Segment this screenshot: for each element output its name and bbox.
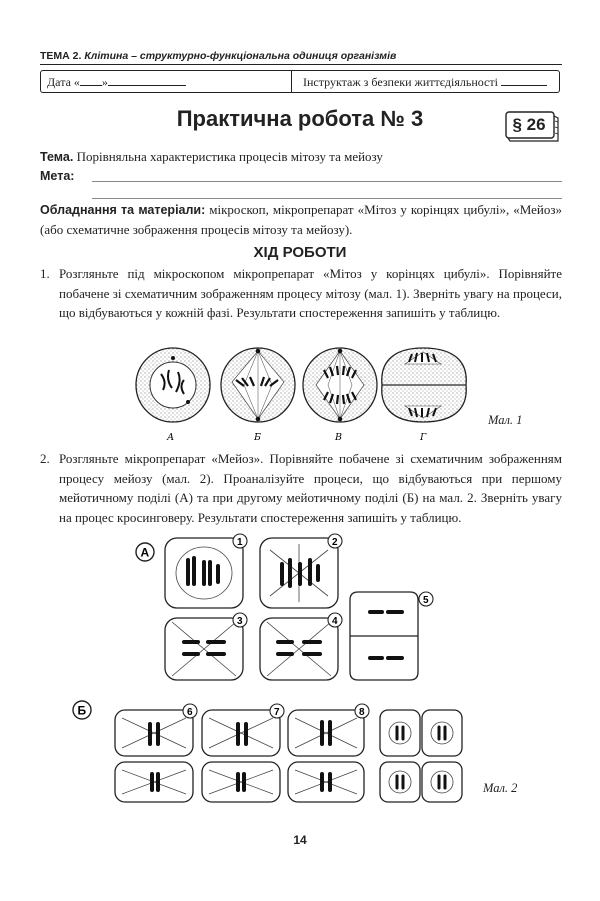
equipment bbox=[40, 200, 562, 240]
equipment-label: Обладнання та матеріали: bbox=[40, 203, 206, 217]
section-number: § 26 bbox=[512, 115, 546, 134]
date-mid: » bbox=[101, 75, 108, 89]
safety-field[interactable] bbox=[303, 75, 547, 90]
topic-label: ТЕМА 2. bbox=[40, 50, 82, 62]
step-2-number: 2. bbox=[40, 451, 50, 466]
aim-row bbox=[40, 166, 74, 186]
page-number: 14 bbox=[293, 833, 307, 847]
aim-line-2[interactable] bbox=[92, 198, 562, 199]
procedure-heading: ХІД РОБОТИ bbox=[253, 244, 347, 261]
safety-label: Інструктаж з безпеки життєдіяльності bbox=[303, 75, 498, 89]
date-label: Дата « bbox=[47, 75, 80, 89]
mitosis-cell-b bbox=[221, 348, 295, 422]
group-b-badge bbox=[73, 701, 91, 719]
figure-2-caption: Мал. 2 bbox=[483, 781, 518, 795]
aim-label: Мета: bbox=[40, 169, 75, 183]
stage-1: 1 bbox=[237, 537, 243, 548]
equipment-text: мікроскоп, мікропрепарат «Мітоз у корінцях цибулі», «Мейоз» (або схематичне зображення процесів мітозу та мейозу). bbox=[40, 202, 563, 237]
stage-4: 4 bbox=[332, 616, 338, 627]
label-v: В bbox=[335, 432, 342, 443]
header-divider bbox=[40, 64, 562, 65]
stage-7: 7 bbox=[274, 707, 280, 718]
label-g: Г bbox=[420, 432, 427, 443]
mitosis-cell-c bbox=[303, 348, 377, 422]
group-label-b: Б bbox=[77, 703, 87, 718]
aim-line-1[interactable] bbox=[92, 181, 562, 182]
group-a-badge bbox=[136, 543, 154, 561]
topic-row-label: Тема. bbox=[40, 150, 74, 164]
date-field[interactable] bbox=[47, 75, 186, 90]
page-title: Практична робота № 3 bbox=[176, 106, 424, 131]
step-1-text: Розгляньте під мікроскопом мікропрепарат «Мітоз у корінцях цибулі». Порівняйте побачене зі схематичним зображенням процесу мітозу (мал. 1). Зверніть увагу на процеси, що відбуваються у кожній фазі. Результати спостереження запишіть у таблицю. bbox=[59, 266, 562, 320]
step-1 bbox=[40, 264, 562, 323]
mitosis-cell-d bbox=[382, 348, 466, 422]
stage-8: 8 bbox=[359, 707, 365, 718]
step-1-number: 1. bbox=[40, 266, 50, 281]
step-2 bbox=[40, 449, 562, 527]
stage-3: 3 bbox=[237, 616, 243, 627]
info-box bbox=[40, 70, 560, 93]
stage-2: 2 bbox=[332, 537, 338, 548]
label-a: А bbox=[167, 432, 175, 443]
mitosis-cell-a bbox=[136, 348, 210, 422]
topic-title: Клітина – структурно-функціональна одиниця організмів bbox=[84, 50, 397, 62]
step-2-text: Розгляньте мікропрепарат «Мейоз». Порівняйте побачене зі схематичним зображенням процесу мейозу (мал. 2). Проаналізуйте процеси, що відбуваються при першому мейотичному поділі (А) та при другому мейотичному поділі (Б) на мал. 2. Зверніть увагу на процес кросинговеру. Результати спостереження запишіть у таблицю. bbox=[59, 451, 562, 525]
section-badge bbox=[505, 111, 559, 142]
info-divider bbox=[291, 71, 292, 92]
topic-header bbox=[40, 50, 396, 62]
group-label-a: А bbox=[140, 545, 150, 560]
stage-6: 6 bbox=[187, 707, 193, 718]
topic-row-text: Порівняльна характеристика процесів мітозу та мейозу bbox=[76, 149, 383, 164]
topic-row bbox=[40, 147, 383, 167]
label-b: Б bbox=[254, 432, 261, 443]
figure-1-mitosis bbox=[128, 340, 478, 450]
figure-2-meiosis bbox=[60, 530, 480, 805]
stage-5: 5 bbox=[423, 595, 429, 606]
figure-1-caption: Мал. 1 bbox=[488, 413, 523, 427]
